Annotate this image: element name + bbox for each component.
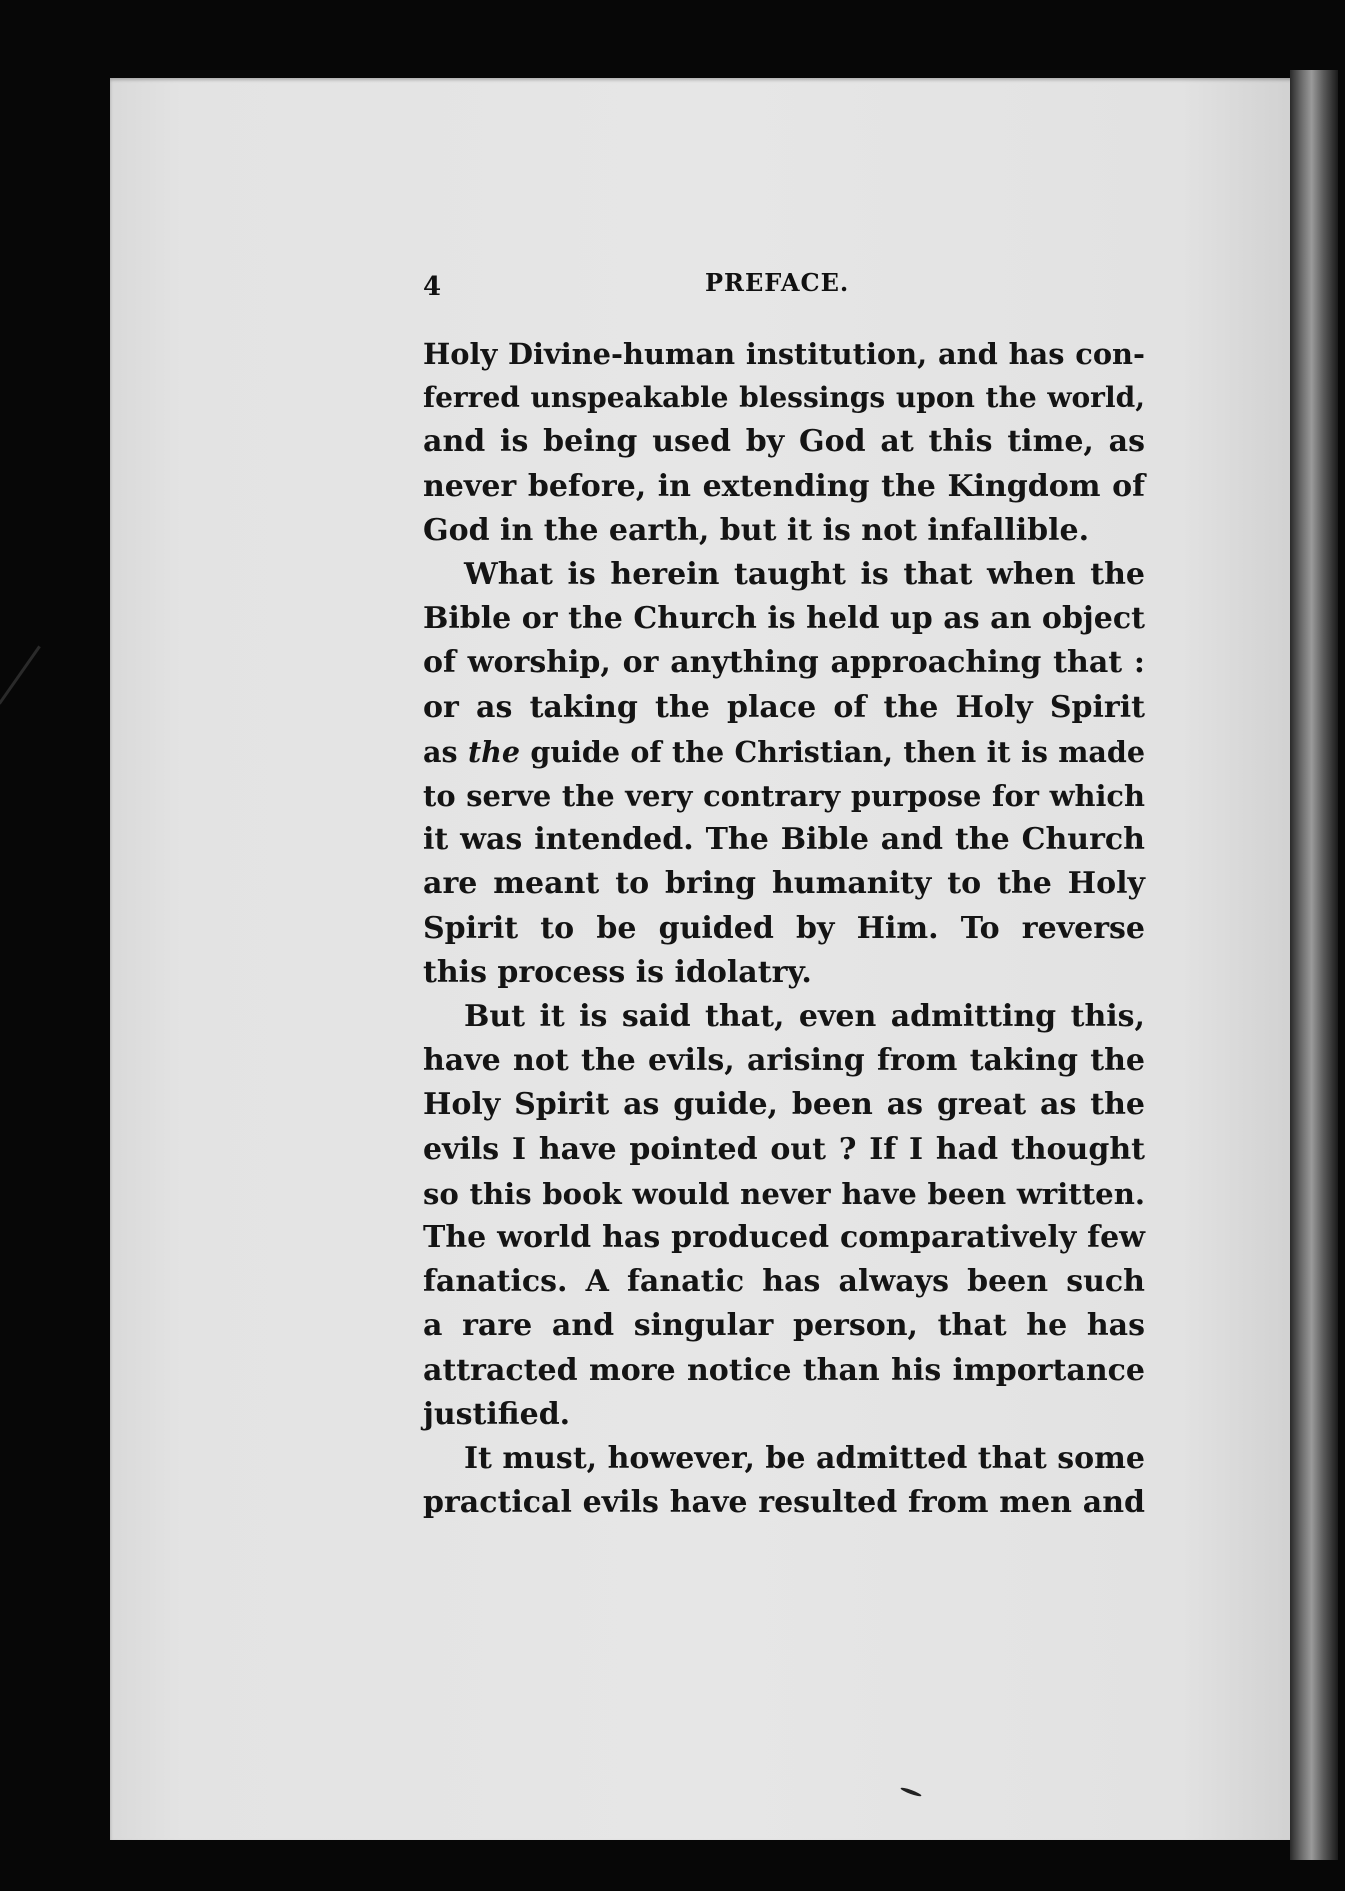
text-line: But it is said that, even admitting this, [464, 999, 1145, 1035]
text-line: a rare and singular person, that he has [423, 1308, 1145, 1344]
text-line: evils I have pointed out ? If I had thought [423, 1131, 1145, 1167]
text-line: Bible or the Church is held up as an object [423, 601, 1145, 637]
text-line-with-italic [423, 730, 1145, 774]
text-line: God in the earth, but it is not infallible. [423, 512, 1090, 548]
text-line: or as taking the place of the Holy Spirit [423, 689, 1145, 725]
book-page-edge [1290, 70, 1338, 1860]
text-line: this process is idolatry. [423, 954, 812, 990]
text-line: practical evils have resulted from men and [423, 1485, 1145, 1521]
text-line: have not the evils, arising from taking the [423, 1043, 1145, 1079]
text-line: it was intended. The Bible and the Church [423, 822, 1145, 858]
paragraph [423, 553, 1145, 995]
running-head [423, 268, 1143, 312]
paragraph [423, 332, 1145, 553]
text-line: and is being used by God at this time, as [423, 424, 1145, 460]
text-line: never before, in extending the Kingdom of [423, 468, 1145, 504]
page-number: 4 [423, 272, 442, 302]
text-line: The world has produced comparatively few [423, 1220, 1145, 1256]
text-fragment: guide of the Christian, then it is made [530, 734, 1146, 769]
text-line: attracted more notice than his importance [423, 1352, 1145, 1388]
paragraph [423, 1437, 1145, 1525]
text-line: What is herein taught is that when the [464, 557, 1145, 593]
text-line: Holy Divine-human institution, and has con- [423, 337, 1145, 371]
paragraph [423, 995, 1145, 1437]
scan-artifact [0, 645, 41, 704]
text-line: fanatics. A fanatic has always been such [423, 1264, 1145, 1300]
text-line: ferred unspeakable blessings upon the world, [423, 381, 1145, 415]
text-line: justified. [423, 1396, 571, 1432]
text-line: It must, however, be admitted that some [464, 1441, 1145, 1477]
text-line: so this book would never have been written. [423, 1176, 1145, 1211]
text-line: to serve the very contrary purpose for which [423, 779, 1145, 814]
text-line: are meant to bring humanity to the Holy [423, 866, 1145, 902]
running-head-title: PREFACE. [705, 268, 850, 297]
body-text [423, 332, 1145, 1525]
text-line: Spirit to be guided by Him. To reverse [423, 910, 1145, 946]
italic-word: the [467, 734, 521, 769]
text-line: of worship, or anything approaching that : [423, 645, 1145, 681]
text-line: Holy Spirit as guide, been as great as the [423, 1087, 1145, 1123]
text-fragment: as [423, 734, 458, 769]
